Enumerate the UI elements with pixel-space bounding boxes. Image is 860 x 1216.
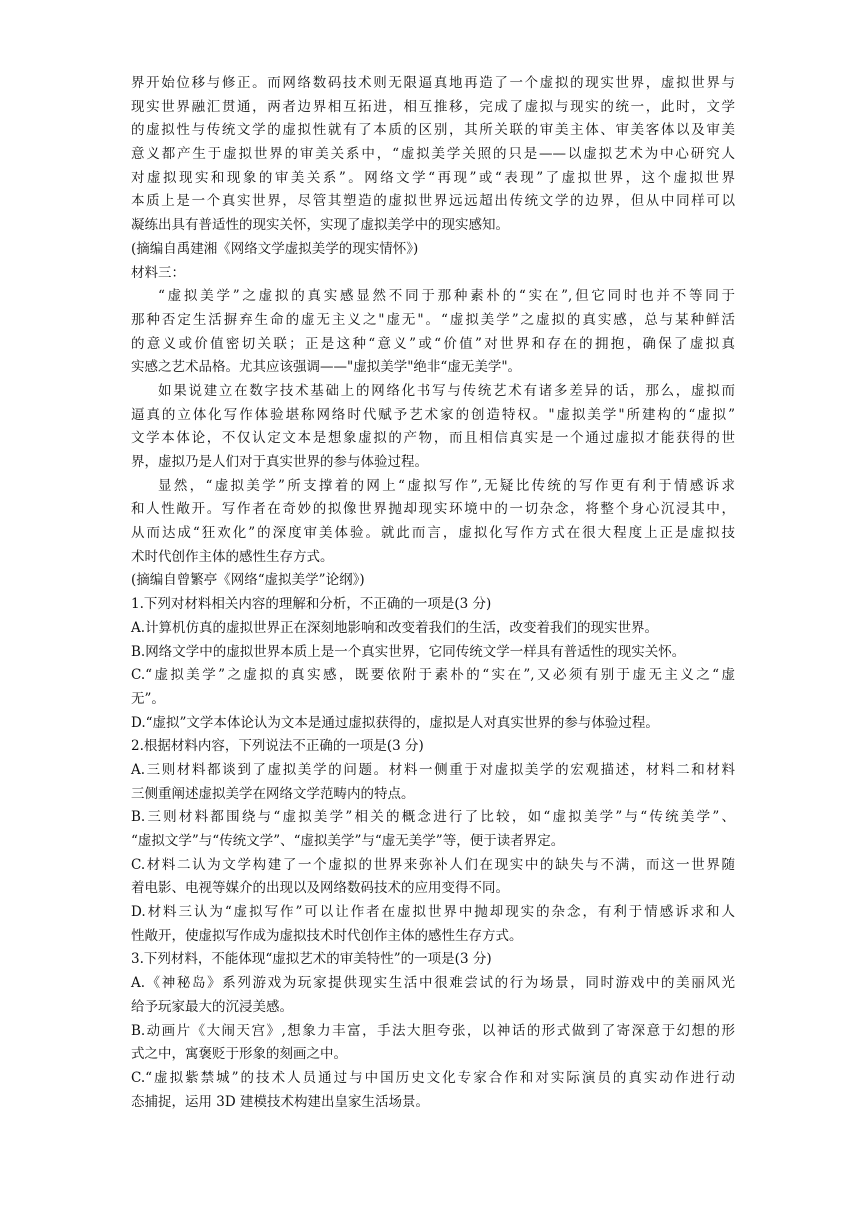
text-line: 对虚拟现实和现象的审美关系”。网络文学“再现”或“表现”了虚拟世界，这个虚拟世界 bbox=[131, 169, 735, 186]
text-line: 凝练出具有普适性的现实关怀，实现了虚拟美学中的现实感知。 bbox=[131, 217, 509, 234]
text-line: B.三则材料都围绕与“虚拟美学”相关的概念进行了比较，如“虚拟美学”与“传统美学”、 bbox=[131, 809, 735, 826]
text-line: 材料三： bbox=[131, 264, 185, 281]
text-line: (摘编自曾繁亭《网络“虚拟美学”论纲》) bbox=[131, 572, 365, 589]
text-line: D.材料三认为“虚拟写作”可以让作者在虚拟世界中抛却现实的杂念，有利于情感诉求和人 bbox=[131, 904, 735, 921]
text-line: 实感之艺术品格。尤其应该强调——"虚拟美学"绝非“虚无美学"。 bbox=[131, 359, 522, 376]
text-line: C.“虚拟美学”之虚拟的真实感，既要依附于素朴的“实在”,又必须有别于虚无主义之“虚 bbox=[131, 667, 735, 684]
text-line: 1.下列对材料相关内容的理解和分析，不正确的一项是(3 分) bbox=[131, 596, 492, 613]
text-line: 如果说建立在数字技术基础上的网络化书写与传统艺术有诸多差异的话，那么，虚拟而 bbox=[158, 382, 735, 399]
text-line: C.“虚拟紫禁城”的技术人员通过与中国历史文化专家合作和对实际演员的真实动作进行动 bbox=[131, 1069, 735, 1086]
text-line: (摘编自禹建湘《网络文学虚拟美学的现实情怀》) bbox=[131, 240, 419, 257]
text-line: 界，虚拟乃是人们对于真实世界的参与体验过程。 bbox=[131, 454, 428, 470]
text-line: A.计算机仿真的虚拟世界正在深刻地影响和改变着我们的生活，改变着我们的现实世界。 bbox=[131, 619, 659, 636]
text-line: 术时代创作主体的感性生存方式。 bbox=[131, 548, 334, 565]
text-line: 三侧重阐述虚拟美学在网络文学范畴内的特点。 bbox=[131, 785, 415, 802]
text-line: D.“虚拟”文学本体论认为文本是通过虚拟获得的，虚拟是人对真实世界的参与体验过程。 bbox=[131, 714, 659, 731]
text-line: A.三则材料都谈到了虚拟美学的问题。材料一侧重于对虚拟美学的宏观描述，材料二和材料 bbox=[131, 761, 735, 778]
text-line: “虚拟文学”与“传统文学”、“虚拟美学”与“虚无美学”等，便于读者界定。 bbox=[131, 833, 565, 849]
text-line: 无”。 bbox=[131, 690, 165, 707]
text-line: 给予玩家最大的沉浸美感。 bbox=[131, 998, 293, 1015]
text-line: 着电影、电视等媒介的出现以及网络数码技术的应用变得不同。 bbox=[131, 880, 509, 897]
text-line: 文学本体论，不仅认定文本是想象虚拟的产物，而且相信真实是一个通过虚拟才能获得的世 bbox=[131, 430, 735, 447]
text-line: 意义都产生于虚拟世界的审美关系中，“虚拟美学关照的只是——以虚拟艺术为中心研究人 bbox=[131, 146, 735, 163]
text-line: 显然，“虚拟美学”所支撑着的网上“虚拟写作”,无疑比传统的写作更有利于情感诉求 bbox=[158, 477, 735, 494]
text-line: 态捕捉，运用 3D 建模技术构建出皇家生活场景。 bbox=[131, 1093, 429, 1110]
text-line: C.材料二认为文学构建了一个虚拟的世界来弥补人们在现实中的缺失与不满，而这一世界随 bbox=[131, 856, 735, 873]
text-line: 式之中，寓褒贬于形象的刻画之中。 bbox=[131, 1046, 347, 1063]
text-line: 逼真的立体化写作体验堪称网络时代赋予艺术家的创造特权。"虚拟美学"所建构的“虚拟” bbox=[131, 406, 735, 423]
text-line: 的意义或价值密切关联；正是这种“意义”或“价值”对世界和存在的拥抱，确保了虚拟真 bbox=[131, 335, 735, 352]
text-line: 和人性敞开。写作者在奇妙的拟像世界抛却现实环境中的一切杂念，将整个身心沉浸其中， bbox=[131, 501, 735, 518]
text-line: 3.下列材料，不能体现“虚拟艺术的审美特性”的一项是(3 分) bbox=[131, 951, 492, 968]
text-line: 那种否定生活摒弃生命的虚无主义之"虚无"。“虚拟美学”之虚拟的真实感，总与某种鲜活 bbox=[131, 311, 735, 328]
text-line: “虚拟美学”之虚拟的真实感显然不同于那种素朴的“实在”,但它同时也并不等同于 bbox=[158, 288, 735, 305]
text-line: B.网络文学中的虚拟世界本质上是一个真实世界，它同传统文学一样具有普适性的现实关怀。 bbox=[131, 643, 686, 660]
text-line: 现实世界融汇贯通，两者边界相互拓进，相互推移，完成了虚拟与现实的统一，此时，文学 bbox=[131, 98, 735, 115]
text-line: 从而达成“狂欢化”的深度审美体验。就此而言，虚拟化写作方式在很大程度上正是虚拟技 bbox=[131, 525, 735, 542]
text-line: 2.根据材料内容，下列说法不正确的一项是(3 分) bbox=[131, 738, 424, 755]
text-line: A.《神秘岛》系列游戏为玩家提供现实生活中很难尝试的行为场景，同时游戏中的美丽风光 bbox=[131, 975, 735, 992]
text-line: 性敞开，使虚拟写作成为虚拟技术时代创作主体的感性生存方式。 bbox=[131, 927, 523, 944]
text-line: 界开始位移与修正。而网络数码技术则无限逼真地再造了一个虚拟的现实世界，虚拟世界与 bbox=[131, 75, 735, 91]
document-page bbox=[131, 72, 735, 1114]
text-line: 的虚拟性与传统文学的虚拟性就有了本质的区别，其所关联的审美主体、审美客体以及审美 bbox=[131, 122, 735, 139]
text-line: B.动画片《大闹天宫》,想象力丰富，手法大胆夸张，以神话的形式做到了寄深意于幻想的形 bbox=[131, 1022, 735, 1039]
text-line: 本质上是一个真实世界，尽管其塑造的虚拟世界远远超出传统文学的边界，但从中同样可以 bbox=[131, 193, 735, 210]
